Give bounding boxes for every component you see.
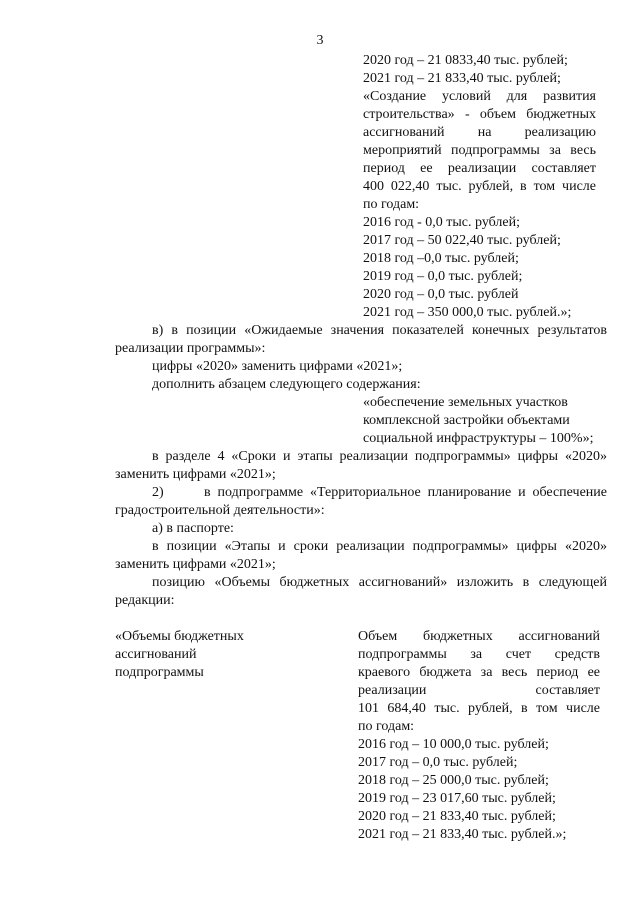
table-right-line: подпрограммы за счет средств [358,647,600,662]
quote-line: «обеспечение земельных участков [363,395,568,410]
text-line: 2019 год – 0,0 тыс. рублей; [363,269,523,284]
table-right-line: Объем бюджетных ассигнований [358,629,600,644]
text-line: мероприятий подпрограммы за весь [363,143,596,158]
text-line: 2021 год – 21 833,40 тыс. рублей; [363,71,561,86]
text-line: по годам: [363,197,420,212]
paragraph-line: в позиции «Этапы и сроки реализации подпрограммы» цифры «2020» [152,539,607,554]
page-number: 3 [316,33,324,48]
text-line: «Создание условий для развития [363,89,596,104]
table-right-line: по годам: [358,719,415,734]
text-line: период ее реализации составляет [363,161,596,176]
text-line: 2017 год – 50 022,40 тыс. рублей; [363,233,561,248]
text-line: ассигнований на реализацию [363,125,596,140]
paragraph-line: градостроительной деятельности»: [115,503,325,518]
table-left-line: «Объемы бюджетных [115,629,244,644]
text-line: 2021 год – 350 000,0 тыс. рублей.»; [363,305,572,320]
table-left-line: подпрограммы [115,665,204,680]
table-right-line: 2017 год – 0,0 тыс. рублей; [358,755,518,770]
table-right-line: краевого бюджета за весь период ее [358,665,600,680]
table-right-line: реализации составляет [358,683,600,698]
quote-line: комплексной застройки объектами [363,413,570,428]
text-line: строительства» - объем бюджетных [363,107,596,122]
paragraph-line: цифры «2020» заменить цифрами «2021»; [152,359,403,374]
table-right-line: 2016 год – 10 000,0 тыс. рублей; [358,737,549,752]
table-left-line: ассигнований [115,647,197,662]
paragraph-line: в) в позиции «Ожидаемые значения показателей конечных результатов [152,323,607,338]
list-number: 2) [152,485,164,500]
table-right-line: 2019 год – 23 017,60 тыс. рублей; [358,791,556,806]
quote-line: социальной инфраструктуры – 100%»; [363,431,594,446]
paragraph-line: реализации программы»: [115,341,266,356]
table-right-line: 2018 год – 25 000,0 тыс. рублей; [358,773,549,788]
paragraph-line: дополнить абзацем следующего содержания: [152,377,421,392]
table-right-line: 2021 год – 21 833,40 тыс. рублей.»; [358,827,567,842]
paragraph-line: а) в паспорте: [152,521,234,536]
text-line: 2016 год - 0,0 тыс. рублей; [363,215,521,230]
paragraph-line: заменить цифрами «2021»; [115,557,276,572]
paragraph-line: редакции: [115,593,175,608]
paragraph-line: в подпрограмме «Территориальное планирование и обеспечение [204,485,607,500]
table-right-line: 2020 год – 21 833,40 тыс. рублей; [358,809,556,824]
table-right-line: 101 684,40 тыс. рублей, в том числе [358,701,600,716]
paragraph-line: заменить цифрами «2021»; [115,467,276,482]
text-line: 400 022,40 тыс. рублей, в том числе [363,179,596,194]
paragraph-line: в разделе 4 «Сроки и этапы реализации подпрограммы» цифры «2020» [152,449,607,464]
paragraph-line: позицию «Объемы бюджетных ассигнований» изложить в следующей [152,575,607,590]
text-line: 2018 год –0,0 тыс. рублей; [363,251,519,266]
text-line: 2020 год – 0,0 тыс. рублей [363,287,519,302]
text-line: 2020 год – 21 0833,40 тыс. рублей; [363,53,568,68]
